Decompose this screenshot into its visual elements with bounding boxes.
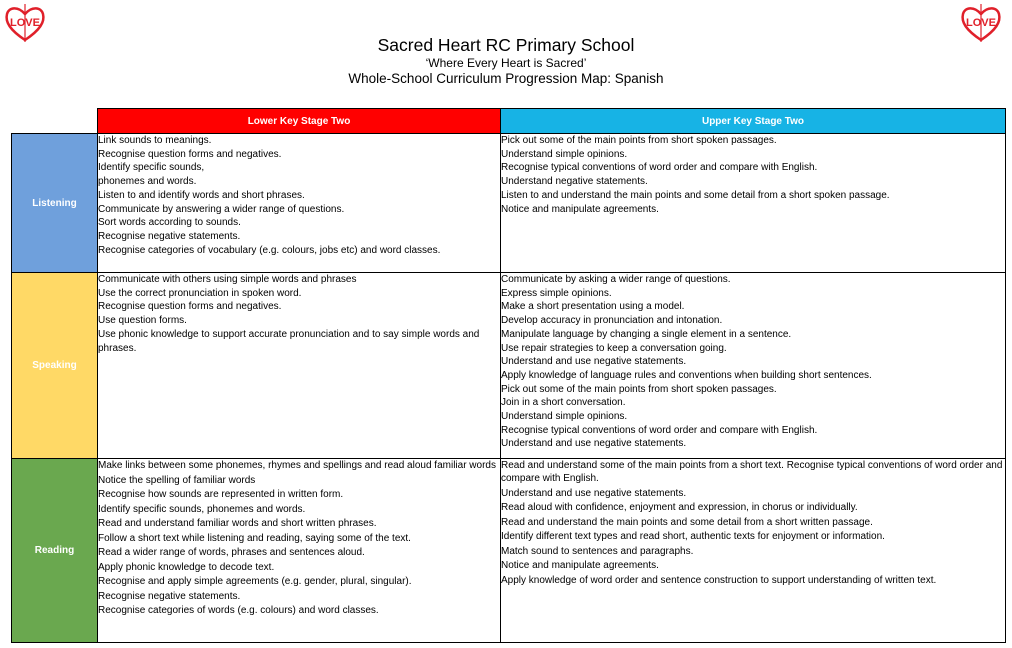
list-item: Link sounds to meanings. [98, 135, 212, 146]
list-item: Apply phonic knowledge to decode text. [98, 561, 275, 573]
list-item: Communicate with others using simple words and phrases [98, 274, 357, 285]
list-item: Recognise categories of words (e.g. colours) and word classes. [98, 605, 379, 616]
list-item: Sort words according to sounds. [98, 217, 241, 229]
listening-upper-list [501, 134, 1005, 216]
list-item: Express simple opinions. [501, 287, 612, 299]
column-header-upper-ks2: Upper Key Stage Two [501, 109, 1006, 134]
list-item: Join in a short conversation. [501, 397, 626, 409]
reading-upper-cell [501, 459, 1006, 643]
list-item: Listen to and understand the main points and some detail from a short spoken passage. [501, 189, 890, 201]
list-item: Manipulate language by changing a single element in a sentence. [501, 328, 792, 340]
listening-upper-cell [501, 134, 1006, 273]
table-row-reading [12, 459, 1006, 643]
list-item: Communicate by asking a wider range of questions. [501, 274, 731, 285]
list-item: Read and understand the main points and some detail from a short written passage. [501, 516, 873, 528]
reading-upper-list [501, 459, 1005, 587]
list-item: Understand simple opinions. [501, 411, 628, 423]
reading-lower-cell [98, 459, 501, 643]
row-label-listening: Listening [12, 134, 98, 273]
list-item: Pick out some of the main points from short spoken passages. [501, 383, 777, 395]
list-item: Recognise negative statements. [98, 590, 241, 602]
list-item: Use phonic knowledge to support accurate pronunciation and to say simple words and phrases. [98, 328, 480, 354]
list-item: Understand and use negative statements. [501, 438, 687, 450]
logo-text: LOVE [10, 17, 40, 29]
progression-table [11, 108, 1006, 643]
list-item: Communicate by answering a wider range of questions. [98, 203, 345, 215]
list-item: Pick out some of the main points from short spoken passages. [501, 135, 777, 146]
list-item: Use repair strategies to keep a conversation going. [501, 342, 727, 354]
list-item: Read and understand some of the main points from a short text. Recognise typical conventions of word order and compare with English. [501, 460, 1003, 484]
reading-lower-list [98, 459, 500, 617]
list-item: Make a short presentation using a model. [501, 301, 685, 313]
list-item: Listen to and identify words and short phrases. [98, 189, 305, 201]
list-item: Identify different text types and read short, authentic texts for enjoyment or information. [501, 531, 885, 542]
list-item: phonemes and words. [98, 176, 197, 188]
listening-lower-list [98, 134, 500, 257]
table-row-listening [12, 134, 1006, 273]
list-item: Apply knowledge of language rules and conventions when building short sentences. [501, 369, 872, 381]
logo-text: LOVE [966, 17, 996, 29]
list-item: Recognise question forms and negatives. [98, 148, 282, 160]
list-item: Match sound to sentences and paragraphs. [501, 545, 694, 557]
list-item: Notice and manipulate agreements. [501, 560, 659, 571]
listening-lower-cell [98, 134, 501, 273]
list-item: Apply knowledge of word order and sentence construction to support understanding of written text. [501, 574, 937, 586]
speaking-upper-cell [501, 273, 1006, 459]
list-item: Understand simple opinions. [501, 148, 628, 160]
list-item: Understand and use negative statements. [501, 356, 687, 368]
list-item: Recognise typical conventions of word order and compare with English. [501, 424, 818, 436]
list-item: Read aloud with confidence, enjoyment and expression, in chorus or individually. [501, 502, 858, 513]
list-item: Use question forms. [98, 315, 187, 327]
table-header-row [12, 109, 1006, 134]
speaking-lower-list [98, 273, 500, 355]
list-item: Notice the spelling of familiar words [98, 474, 256, 486]
speaking-lower-cell [98, 273, 501, 459]
list-item: Understand negative statements. [501, 176, 648, 188]
list-item: Develop accuracy in pronunciation and intonation. [501, 315, 723, 327]
list-item: Use the correct pronunciation in spoken word. [98, 287, 302, 299]
list-item: Read a wider range of words, phrases and sentences aloud. [98, 547, 365, 558]
list-item: Recognise question forms and negatives. [98, 301, 282, 313]
list-item: Recognise negative statements. [98, 230, 241, 242]
list-item: Identify specific sounds, phonemes and words. [98, 503, 306, 515]
list-item: Make links between some phonemes, rhymes and spellings and read aloud familiar words [98, 460, 496, 471]
document-header [0, 34, 1012, 87]
school-name: Sacred Heart RC Primary School [377, 35, 635, 55]
list-item: Recognise and apply simple agreements (e.g. gender, plural, singular). [98, 576, 412, 587]
list-item: Recognise how sounds are represented in written form. [98, 489, 344, 500]
header-corner [12, 109, 98, 134]
table-row-speaking [12, 273, 1006, 459]
list-item: Recognise categories of vocabulary (e.g. colours, jobs etc) and word classes. [98, 244, 441, 256]
list-item: Understand and use negative statements. [501, 487, 687, 499]
list-item: Read and understand familiar words and short written phrases. [98, 518, 377, 529]
list-item: Notice and manipulate agreements. [501, 203, 659, 215]
list-item: Follow a short text while listening and reading, saying some of the text. [98, 532, 411, 544]
map-title: Whole-School Curriculum Progression Map: Spanish [348, 71, 664, 86]
column-header-lower-ks2: Lower Key Stage Two [98, 109, 501, 134]
list-item: Recognise typical conventions of word order and compare with English. [501, 162, 818, 174]
list-item: Identify specific sounds, [98, 162, 205, 174]
school-motto: ‘Where Every Heart is Sacred’ [425, 56, 587, 70]
row-label-speaking: Speaking [12, 273, 98, 459]
speaking-upper-list [501, 273, 1005, 451]
row-label-reading: Reading [12, 459, 98, 643]
